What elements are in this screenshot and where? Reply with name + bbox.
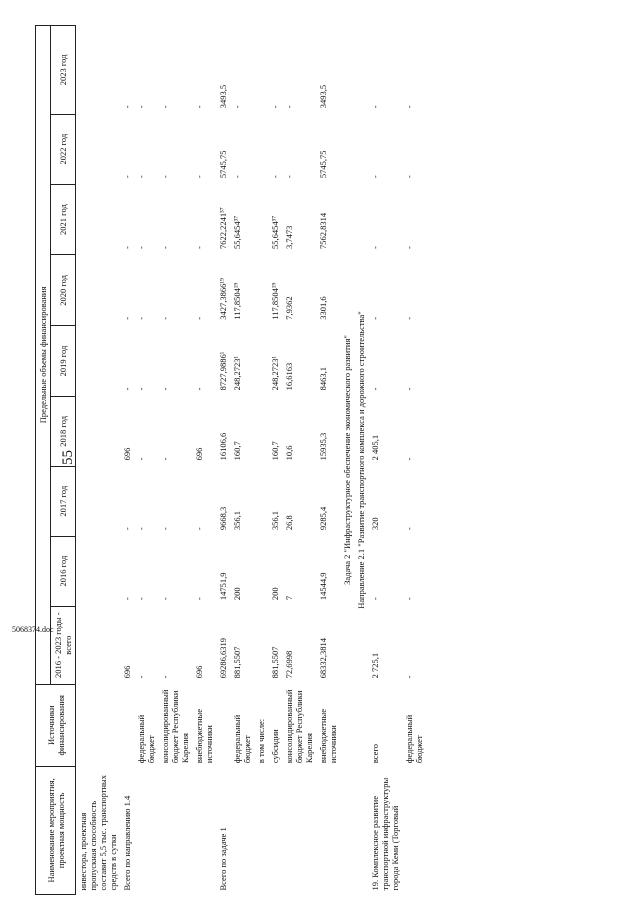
row-year-value: -	[136, 175, 146, 179]
row-year-value: 696	[194, 447, 204, 461]
row-year-value: 3493,5	[218, 84, 228, 109]
footer-filename: 5068374.doc	[12, 625, 54, 634]
row-year-value	[76, 326, 121, 397]
row-year-value: -	[136, 457, 146, 461]
row-name: Всего по задаче 1	[218, 827, 228, 891]
row-year-value: 3301,6	[318, 296, 328, 320]
row-source	[120, 684, 134, 766]
financing-table	[35, 25, 426, 895]
row-source	[76, 684, 121, 766]
row-year-value: -	[284, 105, 294, 109]
header-year: 2017 год	[51, 466, 76, 536]
row-year-value: 200	[270, 587, 280, 601]
row-year-value: 248,2723¹	[232, 355, 242, 391]
row-year-value: -	[404, 316, 414, 320]
row-year-value: -	[232, 105, 242, 109]
row-source: федеральный бюджет	[232, 714, 252, 764]
row-year-value: 9668,3	[218, 506, 228, 531]
row-year-value: 14751,9	[218, 572, 228, 601]
row-year-value	[76, 184, 121, 255]
row-name: Всего по направлению 1.4	[122, 795, 132, 891]
row-name	[316, 766, 340, 894]
row-year-value: 7	[284, 595, 294, 601]
row-year-value: 200	[232, 587, 242, 601]
row-year-value: -	[122, 175, 132, 179]
table-row	[120, 26, 134, 895]
table-row	[254, 26, 268, 895]
row-source: субсидии	[270, 729, 280, 764]
row-year-value: -	[404, 387, 414, 391]
row-source: внебюджетные источники	[194, 708, 214, 764]
row-year-value: -	[404, 527, 414, 531]
header-name: Наименование мероприятия, проектная мощность	[36, 766, 76, 894]
row-year-value: -	[160, 175, 170, 179]
row-total: 696	[122, 665, 132, 679]
row-year-value: -	[370, 105, 380, 109]
row-total: -	[160, 675, 170, 679]
row-year-value: -	[404, 105, 414, 109]
row-year-value: 248,2723¹	[270, 355, 280, 391]
row-year-value: -	[404, 246, 414, 249]
row-year-value	[76, 114, 121, 184]
row-year-value: 160,7	[270, 441, 280, 461]
header-source: Источники финансирования	[36, 684, 76, 766]
row-year-value: -	[160, 246, 170, 249]
row-year-value: -	[194, 316, 204, 320]
row-source: внебюджетные источники	[318, 708, 338, 764]
row-year-value	[76, 26, 121, 115]
row-year-value	[76, 536, 121, 606]
row-total: -	[136, 675, 146, 679]
table-row	[282, 26, 316, 895]
header-year: 2020 год	[51, 255, 76, 326]
row-year-value: 5745,75	[218, 150, 228, 179]
row-total: -	[404, 675, 414, 679]
row-year-value: -	[160, 597, 170, 601]
row-year-value: 2 405,1	[370, 434, 380, 461]
row-year-value: -	[160, 387, 170, 391]
row-year-value: -	[370, 175, 380, 179]
row-source: федеральный бюджет	[136, 714, 156, 764]
header-year: 2018 год	[51, 396, 76, 466]
row-year-value: 696	[122, 447, 132, 461]
row-source: в том числе:	[256, 718, 266, 764]
row-year-value: 7622,2241³⁷	[218, 207, 228, 249]
row-year-value: 16106,6	[218, 432, 228, 461]
header-group: Предельные объемы финансирования	[36, 26, 51, 685]
table-row	[230, 26, 254, 895]
row-year-value	[76, 396, 121, 466]
row-name: 19. Комплексное развитие транспортной инфраструктуры города Кеми (Торговый	[370, 777, 400, 891]
table-row	[316, 26, 340, 895]
row-year-value	[254, 184, 268, 255]
row-total: 881,5507	[232, 646, 242, 679]
table-row	[268, 26, 282, 895]
row-year-value: -	[194, 597, 204, 601]
row-name	[192, 766, 216, 894]
row-year-value: 8727,9886¹	[218, 351, 228, 391]
row-year-value: 320	[370, 517, 380, 531]
row-total	[254, 606, 268, 684]
header-year: 2022 год	[51, 114, 76, 184]
row-year-value: -	[270, 175, 280, 179]
row-year-value: -	[160, 457, 170, 461]
row-year-value: 7,9362	[284, 296, 294, 320]
row-year-value: -	[136, 597, 146, 601]
row-total	[76, 606, 121, 684]
row-year-value: -	[136, 316, 146, 320]
row-source: всего	[370, 744, 380, 764]
row-name	[158, 766, 192, 894]
row-year-value: 5745,75	[318, 150, 328, 179]
row-year-value: -	[122, 387, 132, 391]
row-year-value: -	[122, 527, 132, 531]
table-row	[402, 26, 426, 895]
row-year-value: 117,8504¹⁹	[232, 282, 242, 320]
header-year: 2016 год	[51, 536, 76, 606]
table-body-task2	[368, 26, 426, 895]
row-year-value: -	[136, 105, 146, 109]
row-year-value: 8463,1	[318, 366, 328, 391]
section-headings	[340, 26, 368, 895]
row-year-value: -	[370, 597, 380, 601]
table-row	[368, 26, 402, 895]
row-name	[282, 766, 316, 894]
row-year-value	[76, 466, 121, 536]
table-row	[216, 26, 230, 895]
row-name	[402, 766, 426, 894]
row-year-value: -	[370, 316, 380, 320]
row-year-value	[254, 26, 268, 115]
row-year-value: -	[160, 527, 170, 531]
row-year-value: 16,6163	[284, 362, 294, 391]
row-year-value	[76, 255, 121, 326]
row-year-value: 10,6	[284, 445, 294, 461]
row-year-value	[254, 396, 268, 466]
row-year-value: -	[270, 105, 280, 109]
row-year-value: 3427,3866¹⁹	[218, 278, 228, 320]
row-year-value: -	[232, 175, 242, 179]
row-year-value: -	[160, 105, 170, 109]
row-year-value: -	[194, 387, 204, 391]
row-year-value: 117,8504¹⁹	[270, 282, 280, 320]
header-year: 2019 год	[51, 326, 76, 397]
row-year-value: 7562,8314	[318, 212, 328, 249]
row-total: 69286,6319	[218, 637, 228, 679]
row-year-value: -	[404, 597, 414, 601]
row-year-value: 356,1	[232, 510, 242, 531]
row-year-value: 9285,4	[318, 506, 328, 531]
task-title: Задача 2 "Инфраструктурное обеспечение экономического развития"	[342, 335, 352, 585]
header-year: 2023 год	[51, 26, 76, 115]
row-name: инвестора, проектная пропускная способность составит 5,5 тыс. транспортных средств в сутки	[78, 774, 118, 891]
row-year-value: -	[194, 105, 204, 109]
row-year-value: -	[136, 387, 146, 391]
row-total: 72,6998	[284, 650, 294, 679]
row-year-value	[254, 326, 268, 397]
row-year-value: -	[160, 316, 170, 320]
row-year-value: 160,7	[232, 441, 242, 461]
row-year-value: -	[136, 246, 146, 249]
row-name	[134, 766, 158, 894]
table-row	[134, 26, 158, 895]
row-name	[254, 766, 268, 894]
row-year-value: 55,6454³⁷	[232, 215, 242, 249]
row-year-value: -	[404, 457, 414, 461]
row-year-value: -	[194, 527, 204, 531]
row-year-value: -	[122, 597, 132, 601]
row-total: 2 725,1	[370, 652, 380, 679]
row-source: федеральный бюджет	[404, 714, 424, 764]
row-year-value: -	[284, 175, 294, 179]
row-year-value: -	[194, 246, 204, 249]
table-row	[158, 26, 192, 895]
table-row	[192, 26, 216, 895]
row-source	[216, 684, 230, 766]
row-year-value: 14544,9	[318, 572, 328, 601]
row-year-value: 15935,3	[318, 432, 328, 461]
row-year-value	[254, 536, 268, 606]
row-year-value: 3493,5	[318, 84, 328, 109]
row-year-value: -	[122, 316, 132, 320]
table-row	[76, 26, 121, 895]
row-year-value: -	[370, 387, 380, 391]
row-name	[268, 766, 282, 894]
table-body-task1	[76, 26, 341, 895]
row-total: 68332,3814	[318, 637, 328, 679]
row-year-value: -	[404, 175, 414, 179]
row-year-value: -	[122, 246, 132, 249]
header-total: 2016 - 2023 годы - всего	[51, 606, 76, 684]
row-year-value: 356,1	[270, 510, 280, 531]
row-year-value	[254, 466, 268, 536]
row-name	[230, 766, 254, 894]
row-year-value: -	[370, 246, 380, 249]
row-source: консолидированный бюджет Республики Карелия	[160, 689, 190, 764]
row-source: консолидированный бюджет Республики Карелия	[284, 689, 314, 764]
page-number: 55	[60, 450, 76, 465]
row-year-value: 3,7473	[284, 225, 294, 249]
row-year-value: 55,6454³⁷	[270, 215, 280, 249]
row-year-value: -	[194, 175, 204, 179]
row-year-value: -	[136, 527, 146, 531]
row-year-value	[254, 114, 268, 184]
row-year-value: 26,8	[284, 515, 294, 531]
header-year: 2021 год	[51, 184, 76, 255]
row-year-value	[254, 255, 268, 326]
row-year-value: -	[122, 105, 132, 109]
direction-title: Направление 2.1 "Развитие транспортного комплекса и дорожного строительства"	[356, 311, 366, 609]
row-total: 881,5507	[270, 646, 280, 679]
row-total: 696	[194, 665, 204, 679]
